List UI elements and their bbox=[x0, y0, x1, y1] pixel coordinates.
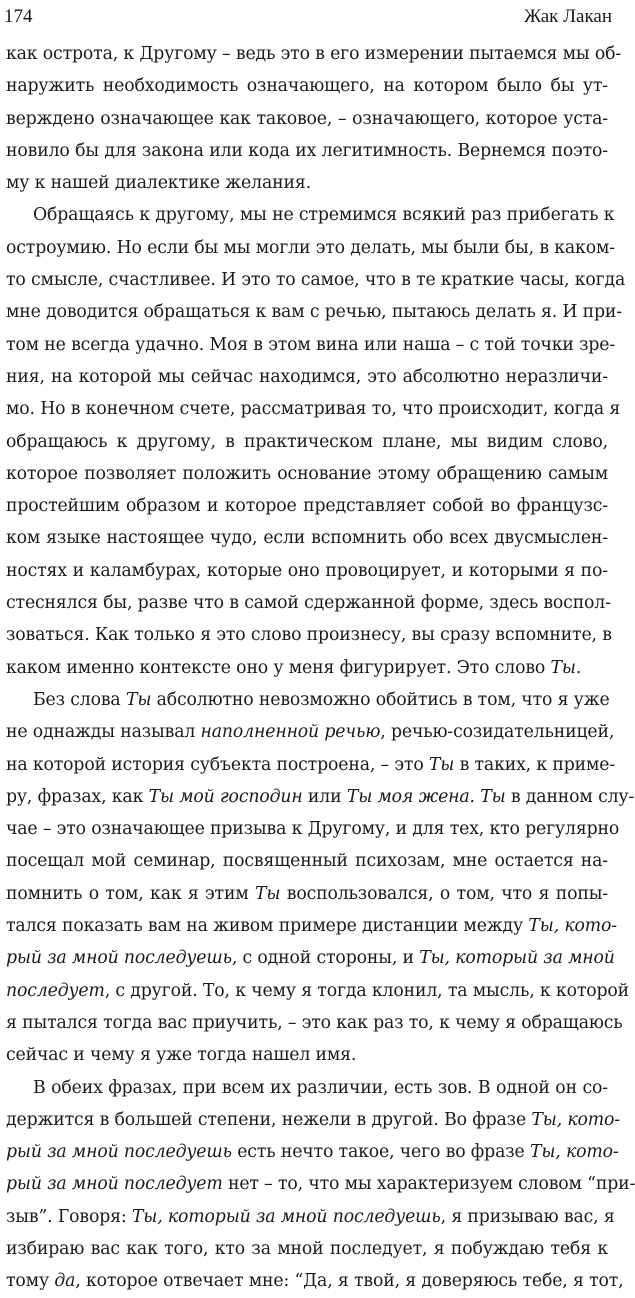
text-segment: помнить о том, как я этим bbox=[6, 883, 256, 904]
text-segment: нет – то, что мы характеризуем словом “при- bbox=[222, 1174, 635, 1195]
text-line bbox=[6, 522, 608, 554]
text-line bbox=[6, 1072, 608, 1104]
text-segment: или bbox=[302, 786, 347, 807]
italic-text: наполненной речью bbox=[200, 722, 381, 743]
text-line bbox=[6, 555, 608, 587]
text-segment: му к нашей диалектике желания. bbox=[6, 173, 311, 194]
italic-text: Ты bbox=[480, 786, 506, 807]
italic-text: да bbox=[54, 1271, 76, 1292]
italic-text: Ты, кото- bbox=[529, 1142, 619, 1163]
text-line bbox=[6, 975, 630, 1007]
text-line bbox=[6, 1168, 635, 1200]
text-segment: как острота, к Другому – ведь это в его измерении пытаемся мы об- bbox=[6, 44, 622, 64]
text-segment: тался показать вам на живом примере дистанции между bbox=[6, 916, 529, 937]
italic-text: рый за мной последует bbox=[6, 1174, 223, 1195]
text-line bbox=[6, 135, 608, 167]
text-segment: , с одной стороны, и bbox=[231, 948, 420, 969]
italic-text: Ты bbox=[125, 689, 152, 710]
text-line bbox=[6, 845, 608, 877]
italic-text: Ты, кото- bbox=[528, 916, 617, 937]
text-segment: , которое отвечает мне: “Да, я твой, я доверяюсь тебе, я тот, bbox=[75, 1271, 624, 1292]
text-segment: В обеих фразах, при всем их различии, есть зов. В одной он со- bbox=[33, 1077, 608, 1098]
text-segment: я пытался тогда вас приучить, – это как раз то, к чему я обращаюсь bbox=[6, 1012, 623, 1033]
text-line bbox=[6, 167, 608, 199]
text-segment: мо. Но в конечном счете, рассматривая то, что происходит, когда я bbox=[6, 399, 621, 420]
text-line bbox=[6, 361, 608, 393]
text-line bbox=[6, 942, 615, 974]
text-line bbox=[6, 716, 615, 748]
text-segment: простейшим образом и которое представляет собой во французс- bbox=[6, 496, 608, 517]
italic-text: Ты моя жена bbox=[346, 786, 470, 807]
text-line bbox=[6, 38, 622, 70]
italic-text: рый за мной последуешь bbox=[6, 1142, 232, 1163]
text-segment: на которой история субъекта построена, – это bbox=[6, 754, 429, 775]
text-segment: в данном слу- bbox=[505, 786, 635, 807]
text-line bbox=[6, 199, 615, 231]
text-line bbox=[6, 813, 620, 845]
page-header bbox=[4, 2, 612, 32]
text-line bbox=[6, 619, 612, 651]
text-line bbox=[6, 393, 621, 425]
text-segment: которое позволяет положить основание этому обращению самым bbox=[6, 463, 608, 484]
text-segment: ностях и каламбурах, которые оно провоцирует, и которыми я по- bbox=[6, 560, 608, 581]
text-line bbox=[6, 103, 608, 135]
text-segment: , с другой. То, к чему я тогда клонил, та мысль, к которой bbox=[104, 980, 630, 1001]
text-segment: , я призываю вас, я bbox=[440, 1206, 615, 1227]
text-line bbox=[6, 458, 608, 490]
text-line bbox=[6, 490, 608, 522]
text-line bbox=[6, 1201, 615, 1233]
text-line bbox=[6, 910, 617, 942]
text-segment: воспользовался, о том, что я попы- bbox=[280, 883, 608, 904]
text-segment: . bbox=[575, 657, 582, 678]
text-segment: обращаюсь к другому, в практическом плане, мы видим слово, bbox=[6, 431, 608, 452]
text-line bbox=[6, 1104, 620, 1136]
text-segment: держится в большей степени, нежели в другой. Во фразе bbox=[6, 1109, 532, 1130]
text-line bbox=[6, 296, 622, 328]
text-line bbox=[6, 587, 611, 619]
text-line bbox=[6, 652, 608, 684]
italic-text: Ты, который за мной bbox=[419, 948, 615, 969]
text-segment: чае – это означающее призыва к Другому, и для тех, кто регулярно bbox=[6, 819, 620, 840]
text-segment: ния, на которой мы сейчас находимся, это абсолютно неразличи- bbox=[6, 366, 608, 387]
italic-text: рый за мной последуешь bbox=[6, 948, 232, 969]
text-segment: Без слова bbox=[33, 689, 126, 710]
text-line bbox=[6, 329, 616, 361]
text-segment: новило бы для закона или кода их легитимность. Вернемся поэто- bbox=[6, 140, 608, 161]
text-line bbox=[6, 781, 635, 813]
text-segment: верждено означающее как таковое, – означающего, которое уста- bbox=[6, 108, 608, 129]
italic-text: Ты bbox=[545, 657, 576, 678]
italic-text: Ты, который за мной последуешь bbox=[131, 1206, 441, 1227]
text-segment: посещал мой семинар, посвященный психозам, мне остается на- bbox=[6, 851, 608, 872]
text-segment: ком языке настоящее чудо, если вспомнить обо всех двусмыслен- bbox=[6, 528, 608, 549]
text-segment: в таких, к приме- bbox=[454, 754, 616, 775]
text-segment: каком именно контексте оно у меня фигурирует. Это слово bbox=[6, 657, 546, 678]
page-number: 174 bbox=[4, 6, 33, 27]
text-segment: есть нечто такое, чего во фразе bbox=[231, 1142, 530, 1163]
text-line bbox=[6, 1265, 624, 1297]
italic-text: Ты, кото- bbox=[531, 1109, 620, 1130]
text-segment: том не всегда удачно. Моя в этом вина или наша – с той точки зре- bbox=[6, 334, 616, 355]
text-line bbox=[6, 1007, 623, 1039]
text-line bbox=[6, 70, 608, 102]
text-line bbox=[6, 1039, 608, 1071]
text-line bbox=[6, 1136, 619, 1168]
italic-text: Ты bbox=[428, 754, 455, 775]
text-segment: , речью-созидательницей, bbox=[380, 722, 615, 743]
text-segment: наружить необходимость означающего, на котором было бы ут- bbox=[6, 76, 608, 97]
text-segment: . bbox=[469, 786, 481, 807]
text-segment: остроумию. Но если бы мы могли это делать, мы были бы, в каком- bbox=[6, 237, 615, 258]
text-segment: не однажды называл bbox=[6, 722, 201, 743]
text-segment: избираю вас как того, кто за мной последует, я побуждаю тебя к bbox=[6, 1238, 608, 1259]
italic-text: Ты мой господин bbox=[148, 786, 303, 807]
text-segment: сейчас и чему я уже тогда нашел имя. bbox=[6, 1045, 357, 1066]
text-segment: мне доводится обращаться к вам с речью, пытаюсь делать я. И при- bbox=[6, 302, 622, 323]
text-segment: зоваться. Как только я это слово произнесу, вы сразу вспомните, в bbox=[6, 625, 612, 646]
text-line bbox=[6, 264, 626, 296]
text-line bbox=[6, 878, 608, 910]
text-line bbox=[6, 1233, 608, 1265]
text-segment: ру, фразах, как bbox=[6, 786, 149, 807]
text-segment: зыв”. Говоря: bbox=[6, 1206, 132, 1227]
text-segment: стеснялся бы, разве что в самой сдержанной форме, здесь воспол- bbox=[6, 593, 611, 614]
text-segment: то смысле, счастливее. И это то самое, что в те краткие часы, когда bbox=[6, 270, 626, 291]
italic-text: Ты bbox=[255, 883, 281, 904]
text-line bbox=[6, 232, 615, 264]
text-line bbox=[6, 684, 608, 716]
text-line bbox=[6, 426, 608, 458]
running-head-author: Жак Лакан bbox=[524, 6, 612, 27]
text-segment: тому bbox=[6, 1271, 55, 1292]
text-segment: Обращаясь к другому, мы не стремимся всякий раз прибегать к bbox=[33, 205, 615, 226]
body-text bbox=[6, 38, 635, 1298]
text-segment: абсолютно невозможно обойтись в том, что я уже bbox=[151, 689, 610, 710]
text-line bbox=[6, 749, 616, 781]
italic-text: последует bbox=[6, 980, 105, 1001]
